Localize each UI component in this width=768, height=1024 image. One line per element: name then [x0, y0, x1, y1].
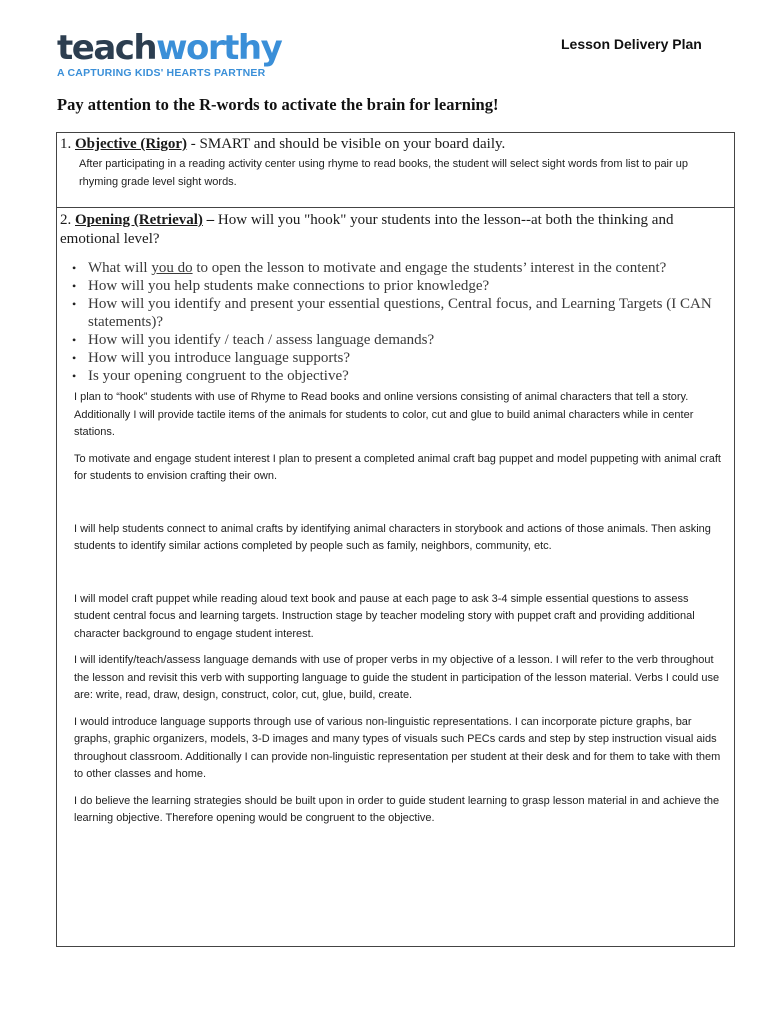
- bullet-icon: •: [72, 261, 77, 275]
- opening-number: 2.: [60, 212, 75, 228]
- teachworthy-logo: [57, 30, 281, 79]
- bullet-icon: •: [72, 333, 77, 347]
- objective-section: [57, 133, 734, 208]
- answer-paragraph: I do believe the learning strategies should be built upon in order to guide student learning to grasp lesson material in and achieve the learning objective. Therefore opening would be congruent to the objective.: [74, 794, 720, 824]
- question-text: How will you identify / teach / assess language demands?: [88, 332, 435, 348]
- objective-label: Objective (Rigor): [75, 136, 188, 152]
- answer-paragraph: I plan to “hook” students with use of Rhyme to Read books and online versions consisting of animal characters that tell a story. Additionally I will provide tactile items of the animals for students to color, cut and glue to build animal characters while in center stations.: [74, 391, 694, 438]
- list-item: [70, 331, 724, 349]
- opening-questions-list: [60, 259, 724, 385]
- logo-teach: teach: [57, 28, 157, 68]
- answer-paragraph: To motivate and engage student interest I plan to present a completed animal craft bag puppet and model puppeting with animal craft for students to envision crafting their own.: [74, 452, 721, 482]
- answer-paragraph: I will identify/teach/assess language demands with use of proper verbs in my objective of a lesson. I will refer to the verb throughout the lesson and revisit this verb with supporting language to guide the student in participation of the lesson material. Verbs I could use are: write, read, draw, design, construct, color, cut, glue, build, create.: [74, 654, 720, 701]
- objective-description: - SMART and should be visible on your board daily.: [187, 136, 506, 152]
- opening-label: Opening (Retrieval): [75, 212, 203, 228]
- list-item: [70, 259, 724, 277]
- bullet-icon: •: [72, 279, 77, 293]
- bullet-icon: •: [72, 351, 77, 365]
- question-text: Is your opening congruent to the objective?: [88, 368, 349, 384]
- list-item: [70, 367, 724, 385]
- document-type-title: Lesson Delivery Plan: [561, 36, 702, 52]
- answer-paragraph: I will model craft puppet while reading aloud text book and pause at each page to ask 3-4 simple essential questions to assess student central focus and learning targets. Instruction stage by teacher modeling story with puppet craft and providing additional character background to engage student interest.: [74, 592, 695, 640]
- objective-answer: After participating in a reading activity center using rhyme to read books, the student will select sight words from list to pair up rhyming grade level sight words.: [79, 158, 688, 188]
- logo-wordmark: [57, 30, 281, 66]
- question-text-post: to open the lesson to motivate and engage the students’ interest in the content?: [192, 260, 667, 276]
- question-text: How will you help students make connections to prior knowledge?: [88, 278, 490, 294]
- opening-dash: –: [202, 212, 215, 228]
- opening-section: [57, 208, 734, 828]
- list-item: [70, 295, 724, 331]
- question-text-underlined: you do: [151, 260, 193, 276]
- opening-description: How will you "hook" your students into the lesson--at both the thinking and emotional level?: [60, 212, 674, 247]
- objective-number: 1.: [60, 136, 75, 152]
- answer-paragraph: I will help students connect to animal crafts by identifying animal characters in storybook and actions of those animals. Then asking students to identify similar actions completed by people such as family, neighbors, community, etc.: [74, 522, 711, 552]
- question-text: How will you identify and present your essential questions, Central focus, and Learning Targets (I CAN statements)?: [88, 296, 712, 330]
- lesson-plan-table: [56, 132, 735, 947]
- opening-answers: [60, 389, 724, 828]
- list-item: [70, 277, 724, 295]
- logo-tagline: A CAPTURING KIDS' HEARTS PARTNER: [57, 67, 266, 79]
- bullet-icon: •: [72, 369, 77, 383]
- bullet-icon: •: [72, 297, 77, 311]
- answer-paragraph: I would introduce language supports through use of various non-linguistic representations. I can incorporate picture graphs, bar graphs, graphic organizers, models, 3-D images and many types of visuals such PECs cards and step by step instruction visual aids throughout classroom. Additionally I can provide non-linguistic representation per student at their desk and for them to take with them to other classes and home.: [74, 715, 721, 780]
- question-text-pre: What will: [88, 260, 152, 276]
- question-text: How will you introduce language supports?: [88, 350, 351, 366]
- opening-heading: [60, 211, 724, 249]
- page-headline: Pay attention to the R-words to activate the brain for learning!: [57, 95, 499, 114]
- list-item: [70, 349, 724, 367]
- logo-worthy: worthy: [156, 28, 282, 68]
- objective-heading: [60, 135, 728, 154]
